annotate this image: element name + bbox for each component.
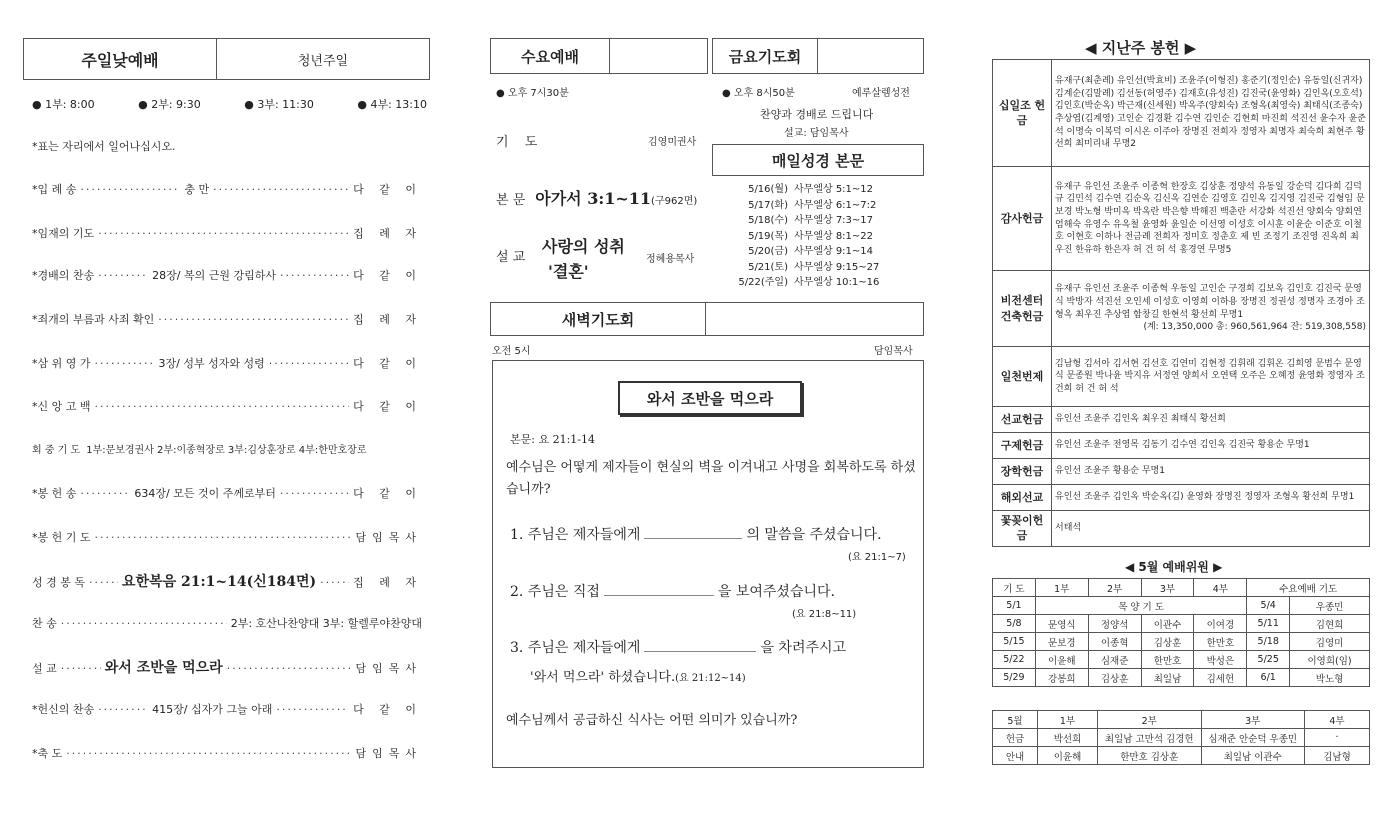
order-label: *임재의 기도	[32, 227, 95, 240]
col-header: 1부	[1035, 579, 1088, 597]
cell: 김세헌	[1194, 669, 1247, 687]
cell: 박선희	[1038, 729, 1098, 747]
cell: 김영미	[1290, 633, 1370, 651]
cell: 6/1	[1247, 669, 1290, 687]
question-3-line2	[530, 666, 746, 685]
question-2-post: 을 보여주셨습니다.	[717, 584, 835, 600]
cell: 헌금	[993, 729, 1038, 747]
offering-row	[993, 511, 1370, 547]
question-3	[510, 637, 846, 657]
daily-row	[722, 229, 879, 245]
offering-names: 유재구 유인선 조윤주 이종혁 한장호 김상훈 정양석 유동일 강순덕 김다희 김덕규 김민석 김수연 김순옥 김신옥 김연순 김영호 김인옥 김지영 김진국 김형임 문보경 박노형 박미옥 박옥란 박은향 박해진 백춘란 서강화 석진선 양회숙 양회연 엄해숙 유영수 유옥철 윤영화 윤일순 이선영 이성호 이시훈 이윤순 이준호 이철호 이현호 이하나 전금례 전희자 정미호 정춘호 제 빈 조정기 조진영 진옥희 최우진 한유하 한은자 허 건 허 석 홍경연 무명5	[1052, 167, 1370, 271]
cell: 한만호 김상훈	[1098, 747, 1202, 765]
committee-table	[992, 578, 1370, 687]
order-detail: 28장/ 복의 근원 강림하사	[152, 269, 276, 282]
offering-category: 선교헌금	[993, 407, 1052, 433]
cell: 한만호	[1141, 651, 1194, 669]
daily-text: 사무엘상 8:1~22	[794, 230, 874, 242]
order-leader: 담임목사	[355, 662, 422, 675]
order-label: *신 앙 고 백	[32, 400, 91, 413]
offering-row	[993, 271, 1370, 347]
daily-day: 5/22(주일)	[738, 277, 788, 288]
order-item	[32, 441, 422, 456]
daily-text: 사무엘상 9:1~14	[794, 246, 874, 257]
question-1-pre: 1. 주님은 제자들에게	[510, 527, 641, 543]
service-time-4: ● 4부: 13:10	[357, 98, 427, 111]
order-label: *헌신의 찬송	[32, 703, 95, 716]
order-item	[32, 267, 422, 283]
service-row	[993, 729, 1370, 747]
order-label: *경배의 찬송	[32, 269, 95, 282]
order-leader: 다 같 이	[353, 487, 422, 500]
service-table	[992, 710, 1370, 765]
sunday-subtitle: 청년주일	[297, 53, 349, 69]
cell: 김남형	[1305, 747, 1370, 765]
offering-row	[993, 433, 1370, 459]
order-label: 회 중 기 도	[32, 445, 81, 456]
order-label: 설 교	[32, 662, 57, 675]
order-detail: 와서 조반을 먹으라	[104, 660, 223, 676]
cell: 심재준 안순덕 우종민	[1201, 729, 1305, 747]
committee-title: ◀ 5월 예배위원 ▶	[1125, 560, 1223, 574]
friday-place: 예루살렘성전	[852, 88, 910, 99]
cell: 김상훈	[1141, 633, 1194, 651]
col-header: 2부	[1098, 711, 1202, 729]
friday-title: 금요기도회	[713, 39, 818, 73]
offering-category: 십일조 헌금	[993, 60, 1052, 167]
order-leader: 다 같 이	[353, 400, 422, 413]
daily-day: 5/20(금)	[748, 246, 788, 257]
cell: 안내	[993, 747, 1038, 765]
order-item	[32, 311, 422, 327]
col-header: 2부	[1088, 579, 1141, 597]
wednesday-text-label: 본 문	[496, 193, 526, 208]
question-1-post: 의 말씀을 주셨습니다.	[746, 527, 882, 543]
offering-row	[993, 459, 1370, 485]
wednesday-text	[496, 186, 697, 209]
col-header: 3부	[1201, 711, 1305, 729]
offering-names: 유인선 조윤주 김인옥 박순옥(김) 윤영화 장명진 정영자 조형옥 황선희 무명1	[1052, 485, 1370, 511]
cell: 5/15	[993, 633, 1036, 651]
order-leader: 집 례 자	[353, 227, 422, 240]
cell: 5/22	[993, 651, 1036, 669]
daily-text: 사무엘상 7:3~17	[794, 215, 874, 226]
wednesday-sermon-title: 사랑의 성취	[542, 237, 625, 256]
sunday-title: 주일낮예배	[24, 39, 217, 79]
order-leader: 다 같 이	[353, 357, 422, 370]
daily-day: 5/21(토)	[748, 261, 788, 273]
order-item	[32, 745, 422, 761]
service-times	[32, 96, 427, 112]
offering-row	[993, 407, 1370, 433]
col-header: 4부	[1305, 711, 1370, 729]
sermon-notes-question: 예수님은 어떻게 제자들이 현실의 벽을 이겨내고 사명을 회복하도록 하셨습니까?	[506, 460, 916, 497]
cell: 5/8	[993, 615, 1036, 633]
question-3-post: 을 차려주시고	[760, 640, 847, 656]
order-label: *삼 위 영 가	[32, 357, 91, 370]
order-label: 성 경 봉 독	[32, 576, 85, 589]
order-leader: 다 같 이	[353, 183, 422, 196]
sermon-notes-title-box	[618, 381, 802, 415]
order-detail: 1부:문보경권사 2부:이종혁장로 3부:김상훈장로 4부:한만호장로	[86, 445, 367, 456]
daily-row	[722, 198, 879, 214]
order-leader: 담임목사	[355, 747, 422, 760]
cell: 이윤해	[1038, 747, 1098, 765]
order-item	[32, 529, 422, 545]
offering-category: 구제헌금	[993, 433, 1052, 459]
order-item	[32, 615, 422, 631]
offering-category: 꽃꽂이헌금	[993, 511, 1052, 547]
offering-sum: (계: 13,350,000 총: 960,561,964 잔: 519,308,558)	[1143, 322, 1366, 333]
wednesday-prayer-by: 김영미권사	[648, 137, 697, 148]
daily-bible-title: 매일성경 본문	[771, 151, 865, 170]
committee-row	[993, 669, 1370, 687]
dawn-by: 담임목사	[874, 346, 913, 357]
order-item	[32, 225, 422, 241]
offering-names: 유인선 조윤주 김인옥 최우진 최태식 황선희	[1052, 407, 1370, 433]
daily-bible-header	[712, 144, 924, 176]
daily-day: 5/18(수)	[748, 215, 788, 226]
offering-category: 비전센터 건축헌금	[993, 271, 1052, 347]
cell: 최일남 고만석 김경헌	[1098, 729, 1202, 747]
order-item	[32, 355, 422, 371]
order-item	[32, 181, 422, 197]
order-detail: 415장/ 십자가 그늘 아래	[152, 703, 273, 716]
cell: 박성은	[1194, 651, 1247, 669]
wednesday-sermon-by: 정혜용목사	[646, 254, 695, 265]
cell: 5/1	[993, 597, 1036, 615]
daily-row	[722, 244, 879, 260]
order-item	[32, 701, 422, 717]
committee-row	[993, 615, 1370, 633]
sunday-header	[23, 38, 430, 80]
cell: 김상훈	[1088, 669, 1141, 687]
committee-row	[993, 651, 1370, 669]
daily-text: 사무엘상 5:1~12	[794, 184, 874, 195]
cell: 정양석	[1088, 615, 1141, 633]
question-1	[510, 524, 882, 544]
service-row	[993, 747, 1370, 765]
offering-names: 유인선 조윤주 전영목 김동기 김수연 김인옥 김진국 황용순 무명1	[1052, 433, 1370, 459]
daily-day: 5/16(월)	[748, 184, 788, 195]
committee-row	[993, 597, 1370, 615]
order-leader: 다 같 이	[353, 703, 422, 716]
friday-line1: 찬양과 경배로 드립니다	[760, 108, 874, 121]
order-label: 찬 송	[32, 617, 57, 630]
cell: 한만호	[1194, 633, 1247, 651]
offering-row	[993, 485, 1370, 511]
col-header: 1부	[1038, 711, 1098, 729]
service-time-3: ● 3부: 11:30	[244, 98, 314, 111]
daily-text: 사무엘상 9:15~27	[794, 261, 880, 273]
offering-category: 감사헌금	[993, 167, 1052, 271]
cell: 이윤해	[1035, 651, 1088, 669]
daily-day: 5/19(목)	[748, 230, 788, 242]
service-header	[993, 711, 1370, 729]
order-detail: 2부: 호산나찬양대 3부: 할렐루야찬양대	[230, 617, 422, 630]
dawn-title: 새벽기도회	[491, 303, 706, 335]
question-2-pre: 2. 주님은 직접	[510, 584, 600, 600]
order-label: *봉 헌 기 도	[32, 531, 91, 544]
offering-category: 일천번제	[993, 347, 1052, 407]
cell: 5/18	[1247, 633, 1290, 651]
daily-day: 5/17(화)	[748, 199, 788, 211]
offering-row	[993, 167, 1370, 271]
cell: 최일남 이관수	[1201, 747, 1305, 765]
cell: 5/4	[1247, 597, 1290, 615]
offerings-title: ◀ 지난주 봉헌 ▶	[1085, 39, 1197, 57]
answer-blank[interactable]	[644, 651, 756, 652]
order-label: *봉 헌 송	[32, 487, 77, 500]
order-item	[32, 398, 422, 414]
order-leader: 다 같 이	[353, 269, 422, 282]
offering-names: 유인선 조윤주 황용순 무명1	[1052, 459, 1370, 485]
offering-category: 장학헌금	[993, 459, 1052, 485]
offering-names: 유재구 유인선 조윤주 이종혁 우동일 고인순 구경희 김보옥 김인호 김진국 문영식 박방자 석진선 오인세 이성호 이영희 이하용 장명진 정권성 정명자 조경아 조형옥 최우진 추상엽 함창길 한현석 황선희 무명1	[1055, 284, 1365, 320]
cell: 문보경	[1035, 633, 1088, 651]
cell: 우종민	[1290, 597, 1370, 615]
dawn-time: 오전 5시	[492, 346, 531, 357]
order-label: *축 도	[32, 747, 63, 760]
daily-text: 사무엘상 10:1~16	[794, 277, 880, 288]
order-leader: 집 례 자	[353, 313, 422, 326]
answer-blank[interactable]	[644, 538, 742, 539]
standing-note: *표는 자리에서 일어나십시오.	[32, 140, 176, 153]
answer-blank[interactable]	[604, 595, 714, 596]
friday-header	[712, 38, 924, 74]
cell: 5/25	[1247, 651, 1290, 669]
daily-text: 사무엘상 6:1~7:2	[794, 199, 877, 211]
wednesday-text-ref: 아가서 3:1~11	[535, 189, 652, 208]
daily-row	[722, 182, 879, 198]
question-3-pre: 3. 주님은 제자들에게	[510, 640, 641, 656]
offering-names-cell	[1052, 271, 1370, 347]
order-leader: 담임목사	[355, 531, 422, 544]
sermon-notes-title: 와서 조반을 먹으라	[646, 389, 774, 408]
cell: 박노형	[1290, 669, 1370, 687]
cell: 이영희(임)	[1290, 651, 1370, 669]
order-leader: 집 례 자	[353, 576, 422, 589]
question-2	[510, 581, 835, 601]
col-header: 4부	[1194, 579, 1247, 597]
cell: 이종혁	[1088, 633, 1141, 651]
wednesday-time: ● 오후 7시30분	[496, 88, 569, 99]
daily-row	[722, 275, 879, 291]
order-item	[32, 485, 422, 501]
cell: 5/29	[993, 669, 1036, 687]
cell: 5/11	[1247, 615, 1290, 633]
committee-row	[993, 633, 1370, 651]
daily-row	[722, 213, 879, 229]
cell: 강봉희	[1035, 669, 1088, 687]
cell: 김현희	[1290, 615, 1370, 633]
col-header: 수요예배 기도	[1247, 579, 1370, 597]
offering-category: 해외선교	[993, 485, 1052, 511]
order-detail: 요한복음 21:1~14(신184면)	[122, 574, 317, 590]
order-label: *죄개의 부름과 사죄 확인	[32, 313, 155, 326]
question-2-ref: (요 21:8~11)	[792, 609, 857, 620]
offering-names: 유재구(최춘례) 유인선(박효비) 조윤주(이형진) 홍준기(정인순) 유동일(신귀자) 김계순(김말례) 김선동(허영주) 김재호(유성진) 김진국(윤영화) 김인옥(오호석) 김인호(박순옥) 박근재(신세원) 박옥주(양회숙) 조형옥(최영숙) 최태식(조종숙) 추상엽(김계영) 고인순 김경환 김수연 김인순 김현희 마진희 석진선 윤수자 윤준석 이명숙 이복덕 이시온 이주아 장명진 전희자 정영자 최명자 최숙희 최현주 황선희 최미리내 무명2	[1052, 60, 1370, 167]
offerings-table	[992, 59, 1370, 547]
daily-row	[722, 260, 879, 276]
cell: ·	[1305, 729, 1370, 747]
question-1-ref: (요 21:1~7)	[848, 552, 906, 563]
order-label: *입 례 송	[32, 183, 77, 196]
sermon-notes-box	[492, 360, 924, 768]
service-time-1: ● 1부: 8:00	[32, 98, 95, 111]
col-header: 5월	[993, 711, 1038, 729]
col-header: 3부	[1141, 579, 1194, 597]
offering-names: 김남형 김서아 김서현 김선호 김연미 김현정 김휘래 김휘온 김희영 문범수 문영식 문종원 박나윤 박지유 서정연 양희서 오연택 오주은 오혜정 윤영화 정영자 조건희 허 건 허 석	[1052, 347, 1370, 407]
cell: 문영식	[1035, 615, 1088, 633]
wednesday-text-page: (구962면)	[651, 196, 698, 207]
sermon-notes-closing: 예수님께서 공급하신 식사는 어떤 의미가 있습니까?	[506, 713, 798, 728]
daily-bible-list	[722, 182, 879, 291]
question-3-line2-text: '와서 먹으라' 하셨습니다.	[530, 670, 676, 685]
offering-row	[993, 347, 1370, 407]
question-3-ref: (요 21:12~14)	[675, 673, 746, 684]
cell: 이관수	[1141, 615, 1194, 633]
order-item	[32, 657, 422, 677]
wednesday-sermon-sub: '결혼'	[548, 262, 589, 281]
order-item	[32, 571, 422, 591]
cell: 최일남	[1141, 669, 1194, 687]
friday-line2: 설교: 담임목사	[784, 128, 849, 139]
offering-names: 서태석	[1052, 511, 1370, 547]
order-detail: 634장/ 모든 것이 주께로부터	[134, 487, 276, 500]
sermon-notes-text: 본문: 요 21:1-14	[510, 433, 595, 446]
col-header: 기 도	[993, 579, 1036, 597]
dawn-header	[490, 302, 924, 336]
service-time-2: ● 2부: 9:30	[138, 98, 201, 111]
wednesday-header	[490, 38, 708, 74]
cell: 심재준	[1088, 651, 1141, 669]
order-detail: 충 만	[184, 183, 210, 196]
wednesday-sermon-label: 설 교	[496, 250, 526, 265]
friday-time: ● 오후 8시50분	[722, 88, 795, 99]
cell: 목 양 기 도	[1035, 597, 1246, 615]
wednesday-title: 수요예배	[491, 39, 610, 73]
order-detail: 3장/ 성부 성자와 성령	[158, 357, 265, 370]
wednesday-prayer-label: 기 도	[496, 135, 544, 150]
committee-header	[993, 579, 1370, 597]
offering-row	[993, 60, 1370, 167]
cell: 이여경	[1194, 615, 1247, 633]
